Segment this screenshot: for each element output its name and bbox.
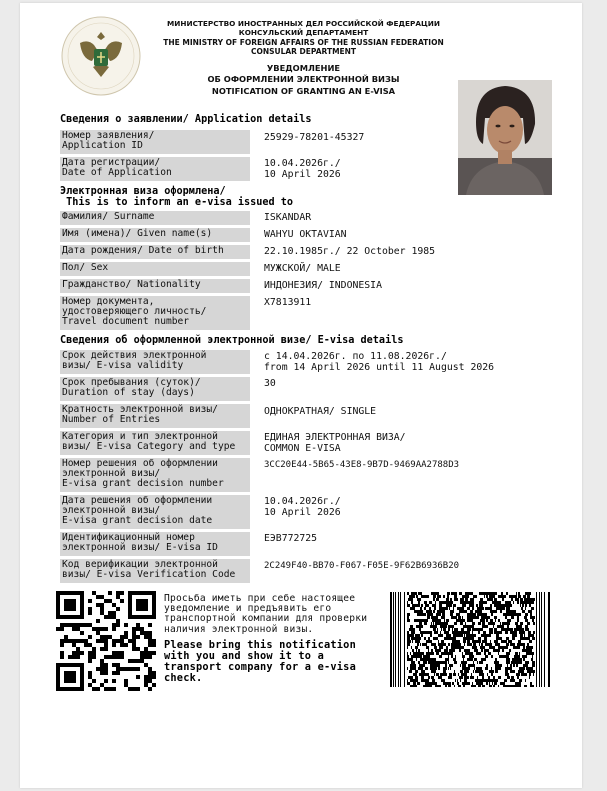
value-evisa-id: ЕЭВ772725	[264, 533, 318, 544]
note-ru: Просьба иметь при себе настоящее уведомление и предъявить его транспортной компании для проверки наличия электронной визы.	[164, 593, 368, 635]
value-given-names: WAHYU OKTAVIAN	[264, 229, 347, 240]
value-decision-date: 10.04.2026г./ 10 April 2026	[264, 496, 341, 518]
value-sex: МУЖСКОЙ/ MALE	[264, 263, 341, 274]
value-evisa-validity: с 14.04.2026г. по 11.08.2026г./ from 14 April 2026 until 11 August 2026	[264, 351, 495, 373]
value-decision-number: 3CC20E44-5B65-43E8-9B7D-9469AA2788D3	[264, 460, 460, 470]
value-duration-of-stay: 30	[264, 378, 276, 389]
label-decision-number: Номер решения об оформлении электронной визы/ E-visa grant decision number	[60, 458, 250, 492]
section-issued-title: Электронная виза оформлена/ This is to inform an e-visa issued to	[60, 186, 294, 208]
label-date-of-birth: Дата рождения/ Date of birth	[60, 245, 250, 259]
label-application-date: Дата регистрации/ Date of Application	[60, 157, 250, 181]
value-surname: ISKANDAR	[264, 212, 312, 223]
label-evisa-validity: Срок действия электронной визы/ E-visa validity	[60, 350, 250, 374]
section-evisa-title: Сведения об оформленной электронной визе/ E-visa details	[60, 335, 404, 346]
title-ru-line1: УВЕДОМЛЕНИЕ	[266, 63, 341, 73]
section-application-title: Сведения о заявлении/ Application details	[60, 114, 312, 125]
label-number-of-entries: Кратность электронной визы/ Number of Entries	[60, 404, 250, 428]
label-travel-document: Номер документа, удостоверяющего личность/ Travel document number	[60, 296, 250, 330]
label-surname: Фамилия/ Surname	[60, 211, 250, 225]
pdf417-barcode-icon	[390, 592, 550, 687]
value-evisa-category: ЕДИНАЯ ЭЛЕКТРОННАЯ ВИЗА/ COMMON E-VISA	[264, 432, 406, 454]
title-en: NOTIFICATION OF GRANTING AN E-VISA	[211, 86, 396, 96]
label-given-names: Имя (имена)/ Given name(s)	[60, 228, 250, 242]
title-ru-line2: ОБ ОФОРМЛЕНИИ ЭЛЕКТРОННОЙ ВИЗЫ	[207, 74, 400, 84]
value-travel-document: X7813911	[264, 297, 312, 308]
label-sex: Пол/ Sex	[60, 262, 250, 276]
department-name-ru: КОНСУЛЬСКИЙ ДЕПАРТАМЕНТ	[238, 28, 369, 37]
ministry-name-en: THE MINISTRY OF FOREIGN AFFAIRS OF THE RUSSIAN FEDERATION	[163, 38, 444, 47]
department-name-en: CONSULAR DEPARTMENT	[250, 47, 357, 56]
ministry-name-ru: МИНИСТЕРСТВО ИНОСТРАННЫХ ДЕЛ РОССИЙСКОЙ ФЕДЕРАЦИИ	[167, 19, 440, 28]
value-application-id: 25929-78201-45327	[264, 132, 365, 143]
label-application-id: Номер заявления/ Application ID	[60, 130, 250, 154]
applicant-photo	[458, 80, 552, 195]
label-verification-code: Код верификации электронной визы/ E-visa Verification Code	[60, 559, 250, 583]
label-evisa-category: Категория и тип электронной визы/ E-visa Category and type	[60, 431, 250, 455]
value-number-of-entries: ОДНОКРАТНАЯ/ SINGLE	[264, 406, 377, 417]
label-duration-of-stay: Срок пребывания (суток)/ Duration of stay (days)	[60, 377, 250, 401]
value-date-of-birth: 22.10.1985г./ 22 October 1985	[264, 246, 436, 257]
note-en: Please bring this notification with you and show it to a transport company for a e-visa check.	[164, 639, 356, 684]
label-nationality: Гражданство/ Nationality	[60, 279, 250, 293]
qr-code-icon	[56, 591, 156, 691]
value-nationality: ИНДОНЕЗИЯ/ INDONESIA	[264, 280, 382, 291]
value-application-date: 10.04.2026г./ 10 April 2026	[264, 158, 341, 180]
value-verification-code: 2C249F40-BB70-F067-F05E-9F62B6936B20	[264, 561, 460, 571]
label-evisa-id: Идентификационный номер электронной визы/ E-visa ID	[60, 532, 250, 556]
label-decision-date: Дата решения об оформлении электронной визы/ E-visa grant decision date	[60, 495, 250, 529]
